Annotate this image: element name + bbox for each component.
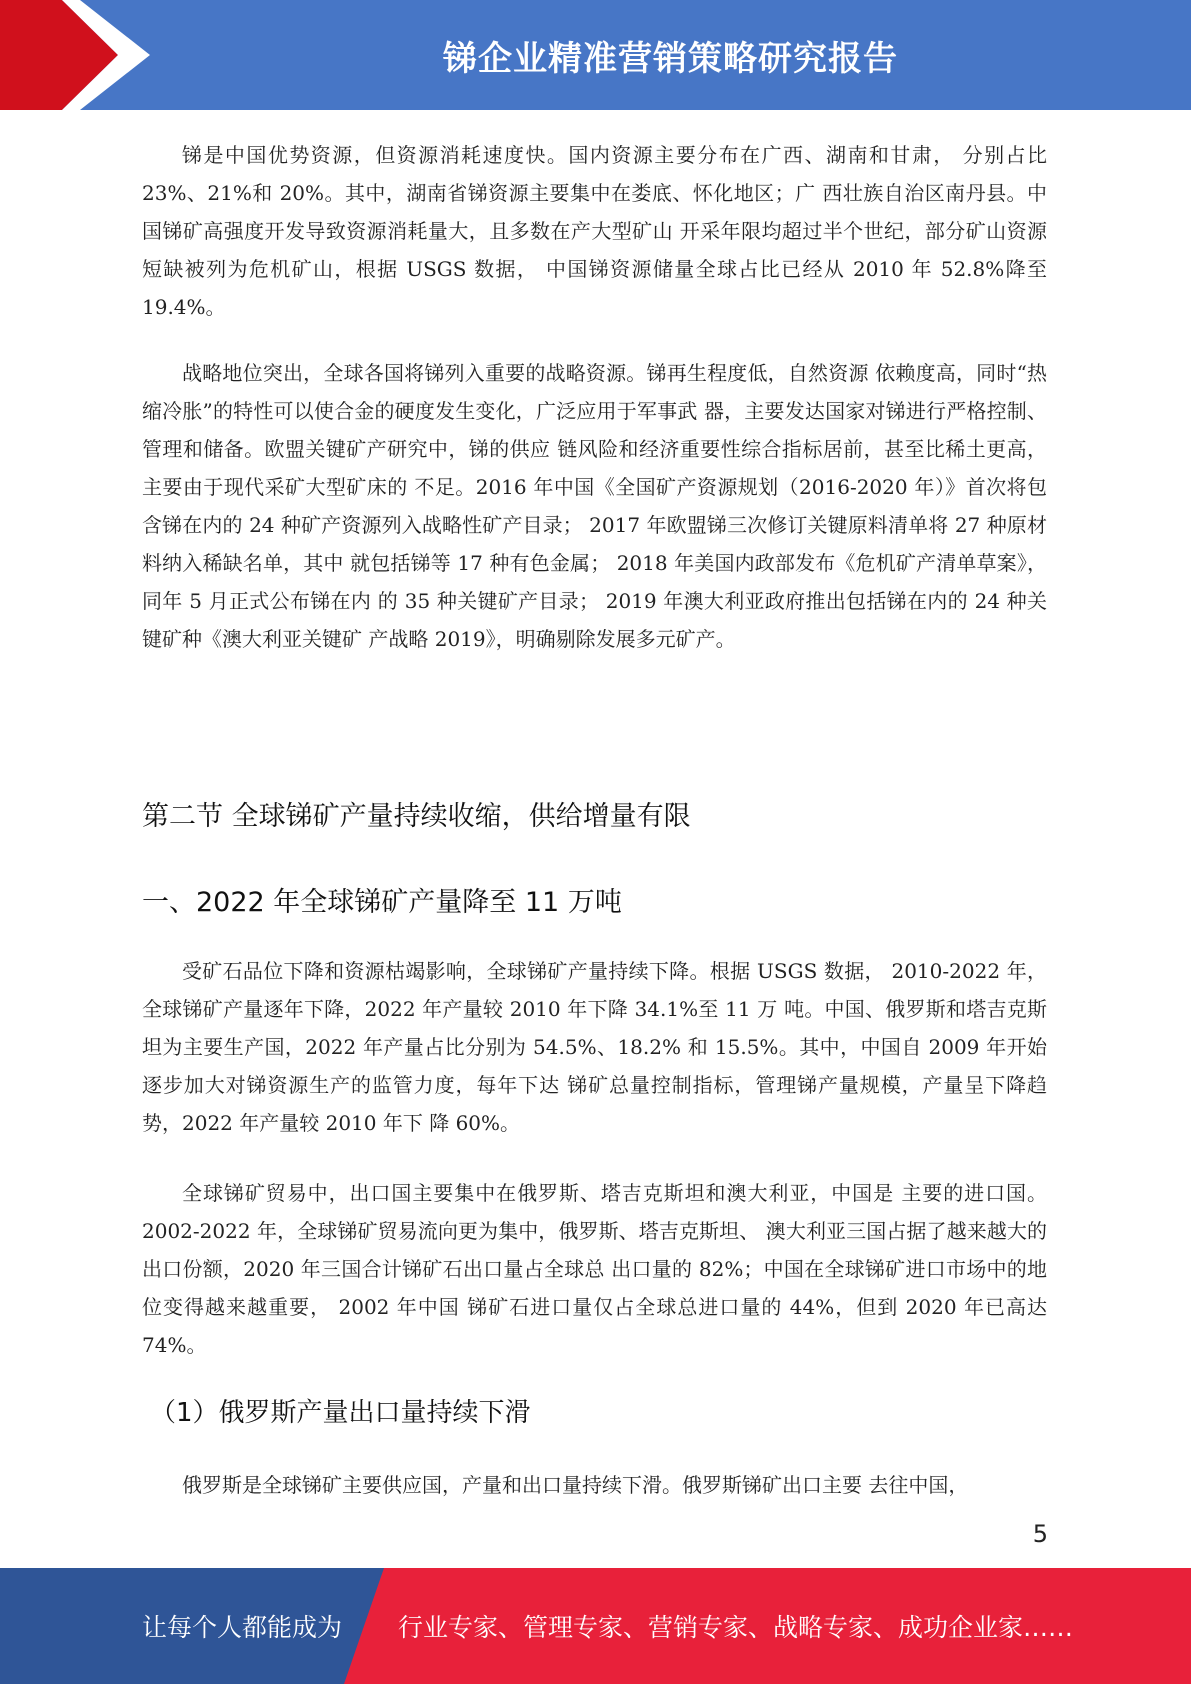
report-title: 锑企业精准营销策略研究报告 xyxy=(443,38,898,79)
section-title: 第二节 全球锑矿产量持续收缩，供给增量有限 xyxy=(142,801,691,832)
header-arrow-icon xyxy=(0,0,150,110)
footer-banner xyxy=(0,1568,1191,1684)
paragraph-strategic-position: 战略地位突出，全球各国将锑列入重要的战略资源。锑再生程度低，自然资源 依赖度高，同时“热缩冷胀”的特性可以使合金的硬度发生变化，广泛应用于军事武 器，主要发达国家对锑进行严格控制、管理和储备。欧盟关键矿产研究中，锑的供应 链风险和经济重要性综合指标居前，甚至比稀土更高，主要由于现代采矿大型矿床的 不足。2016 年中国《全国矿产资源规划（2016-2020 年）》首次将包含锑在内的 24 种矿产资源列入战略性矿产目录； 2017 年欧盟锑三次修订关键原料清单将 27 种原材料纳入稀缺名单，其中 就包括锑等 17 种有色金属； 2018 年美国内政部发布《危机矿产清单草案》，同年 5 月正式公布锑在内 的 35 种关键矿产目录； 2019 年澳大利亚政府推出包括锑在内的 24 种关键矿种《澳大利亚关键矿 产战略 2019》，明确剔除发展多元矿产。 xyxy=(142,361,1047,651)
paragraph-global-production: 受矿石品位下降和资源枯竭影响，全球锑矿产量持续下降。根据 USGS 数据， 2010-2022 年，全球锑矿产量逐年下降，2022 年产量较 2010 年下降 34.1%至 11 万 吨。中国、俄罗斯和塔吉克斯坦为主要生产国，2022 年产量占比分别为 54.5%、18.2% 和 15.5%。其中，中国自 2009 年开始逐步加大对锑资源生产的监管力度，每年下达 锑矿总量控制指标，管理锑产量规模，产量呈下降趋势，2022 年产量较 2010 年下 降 60%。 xyxy=(142,959,1047,1135)
page-number: 5 xyxy=(1032,1520,1048,1548)
sub-subsection-title: （1）俄罗斯产量出口量持续下滑 xyxy=(150,1398,531,1428)
paragraph-antimony-resources: 锑是中国优势资源，但资源消耗速度快。国内资源主要分布在广西、湖南和甘肃， 分别占比 23%、21%和 20%。其中，湖南省锑资源主要集中在娄底、怀化地区；广 西壮族自治区南丹县。中国锑矿高强度开发导致资源消耗量大，且多数在产大型矿山 开采年限均超过半个世纪，部分矿山资源短缺被列为危机矿山，根据 USGS 数据， 中国锑资源储量全球占比已经从 2010 年 52.8%降至 19.4%。 xyxy=(142,143,1047,319)
header-bar xyxy=(0,0,1191,110)
subsection-title: 一、2022 年全球锑矿产量降至 11 万吨 xyxy=(142,887,622,918)
paragraph-russia: 俄罗斯是全球锑矿主要供应国，产量和出口量持续下滑。俄罗斯锑矿出口主要 去往中国， xyxy=(182,1473,969,1497)
footer-slogan-left: 让每个人都能成为 xyxy=(142,1613,343,1642)
paragraph-global-trade: 全球锑矿贸易中，出口国主要集中在俄罗斯、塔吉克斯坦和澳大利亚，中国是 主要的进口国。2002-2022 年，全球锑矿贸易流向更为集中，俄罗斯、塔吉克斯坦、 澳大利亚三国占据了越来越大的出口份额，2020 年三国合计锑矿石出口量占全球总 出口量的 82%；中国在全球锑矿进口市场中的地位变得越来越重要， 2002 年中国 锑矿石进口量仅占全球总进口量的 44%，但到 2020 年已高达 74%。 xyxy=(142,1181,1047,1357)
footer-slogan-right: 行业专家、管理专家、营销专家、战略专家、成功企业家…… xyxy=(398,1613,1074,1642)
